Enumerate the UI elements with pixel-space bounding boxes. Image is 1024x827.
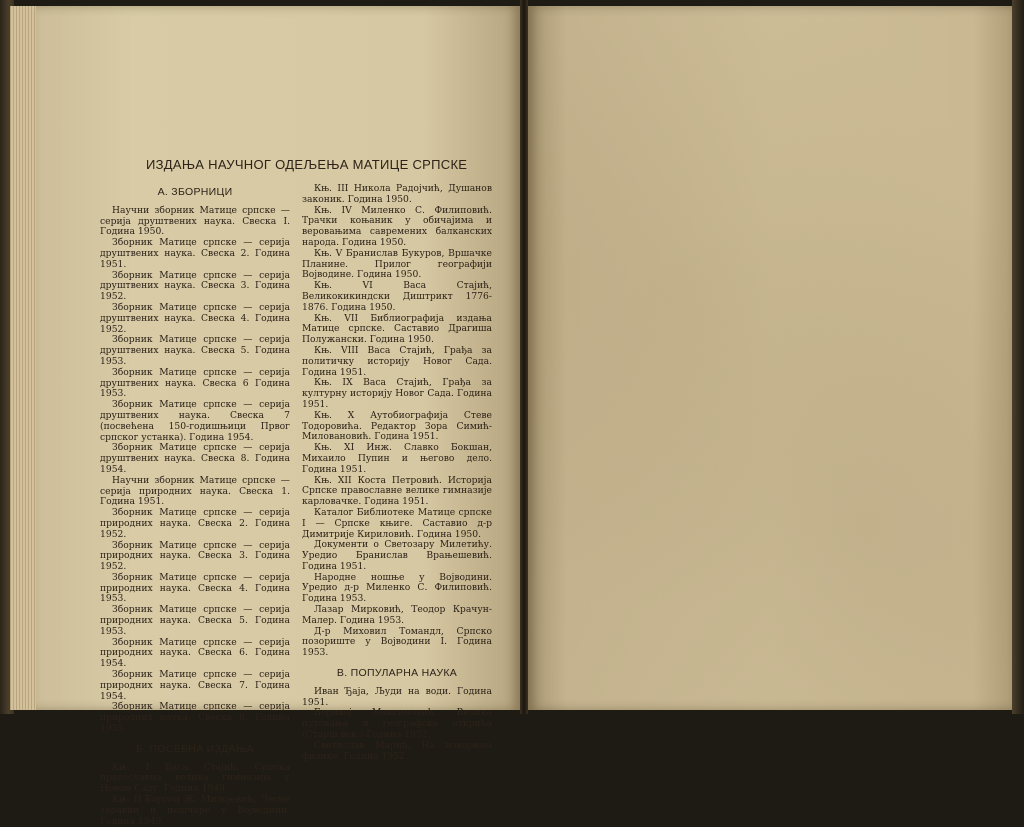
list-item: Књ. X Аутобиографија Стеве Тодоровића. Редактор Зора Симић-Миловановић. Година 1951. — [302, 409, 492, 443]
page-stack-edge — [10, 6, 36, 710]
list-item: Зборник Матице српске — серија друштвених наука. Свеска 4. Година 1952. — [100, 301, 290, 335]
list-item: Књ. XII Коста Петровић. Историја Српске православне велике гимназије карловачке. Година 1951. — [302, 474, 492, 508]
list-item: Књ. VII Библиографија издања Матице српске. Саставио Драгиша Полужански. Година 1950. — [302, 312, 492, 346]
list-item: Књ. IV Миленко С. Филиповић. Трачки коњаник у обичајима и веровањима савремених балканских народа. Година 1950. — [302, 204, 492, 248]
list-item: Д-р Миховил Томандл, Српско позориште у Војводини I. Година 1953. — [302, 625, 492, 659]
list-item: Књ. VI Васа Стајић, Великокикиндски Диштрикт 1776-1876. Година 1950. — [302, 280, 492, 313]
list-item: Зборник Матице српске — серија природних наука. Свеска 2. Година 1952. — [100, 507, 290, 540]
list-item: Зборник Матице српске — серија друштвених наука. Свеска 8. Година 1954. — [100, 442, 290, 475]
list-item: Научни зборник Матице српске — серија друштвених наука. Свеска I. Година 1950. — [100, 204, 290, 238]
section-heading-b: Б. ПОСЕБНА ИЗДАЊА — [135, 742, 255, 755]
list-item: Књ. VIII Васа Стајић, Грађа за политичку историју Новог Сада. Година 1951. — [302, 344, 492, 378]
list-item: Зборник Матице српске — серија природних наука. Свеска 5. Година 1953. — [100, 604, 290, 637]
list-item: Зборник Матице српске — серија друштвених наука. Свеска 6 Година 1953. — [100, 366, 290, 400]
list-item: Књ. I Васа Стајић, Српска православна велика гимназија у Новом Саду. Година 1949. — [100, 761, 290, 795]
right-column — [302, 184, 492, 762]
list-item: Књ. III Никола Радојчић, Душанов законик. Година 1950. — [302, 183, 492, 205]
list-item: Зборник Матице српске — серија природних наука. Свеска 6. Година 1954. — [100, 636, 290, 670]
list-item: Светислав Марић, На изворима физике. Година 1952. — [302, 739, 492, 762]
book-right-edge — [1012, 0, 1024, 714]
list-item: Каталог Библиотеке Матице српске I — Српске књиге. Саставио д-р Димитрије Кириловић. Година 1950. — [302, 506, 492, 540]
list-item: Научни зборник Матице српске — серија природних наука. Свеска 1. Година 1951. — [100, 474, 290, 508]
list-item: Боривој Максимовић, Велика путовања и географска открића (Старш век.) Година 1952. — [302, 707, 492, 741]
list-item: Зборник Матице српске — серија друштвених наука. Свеска 2. Година 1951. — [100, 237, 290, 270]
section-heading-v: В. ПОПУЛАРНА НАУКА — [336, 667, 458, 680]
list-item: Књ. IX Васа Стајић, Грађа за културну историју Новог Сада. Година 1951. — [302, 377, 492, 410]
book-gutter — [520, 0, 528, 714]
list-item: Књ. XI Инж. Славко Бокшан, Михаило Пупин и његово дело. Година 1951. — [302, 442, 492, 475]
left-column — [100, 187, 290, 827]
list-item: Књ. II Борivoj Ж. Милојевић, Лесне заравни и пешчаре у Војводини. Година 1949. — [100, 794, 290, 827]
list-item: Зборник Матице српске — серија друштвених наука. Свеска 7 (посвећена 150-годишњици Првог српског устанка). Година 1954. — [100, 399, 290, 443]
list-item: Народне ношње у Војводини. Уредио д-р Миленко С. Филиповић. Година 1953. — [302, 571, 492, 605]
page-title: ИЗДАЊА НАУЧНОГ ОДЕЉЕЊА МАТИЦЕ СРПСКЕ — [146, 157, 468, 172]
list-item: Зборник Матице српске — серија природних наука. Свеска 4. Година 1953. — [100, 571, 290, 605]
list-item: Зборник Матице српске — серија друштвених наука. Свеска 3. Година 1952. — [100, 269, 290, 303]
list-item: Књ. V Бранислав Букуров, Вршачке Планине. Прилог географији Војводине. Година 1950. — [302, 247, 492, 281]
list-item: Иван Ђаја, Људи на води. Година 1951. — [302, 685, 492, 708]
section-heading-a: А. ЗБОРНИЦИ — [157, 186, 233, 198]
list-item: Лазар Мирковић, Теодор Крачун-Малер. Година 1953. — [302, 604, 492, 626]
list-item: Зборник Матице српске — серија друштвених наука. Свеска 5. Година 1953. — [100, 334, 290, 367]
right-page-blank — [528, 6, 1012, 710]
left-page-content — [36, 6, 520, 827]
list-item: Зборник Матице српске — серија природних наука. Свеска 7. Година 1954. — [100, 669, 290, 702]
list-item: Зборник Матице српске — серија природних наука. Свеска 3. Година 1952. — [100, 539, 290, 573]
list-item: Документи о Светозару Милетићу. Уредио Бранислав Врањешевић. Година 1951. — [302, 539, 492, 572]
list-item: Зборник Матице српске — серија природних наука. Свеска 8. Година 1955. — [100, 701, 290, 735]
